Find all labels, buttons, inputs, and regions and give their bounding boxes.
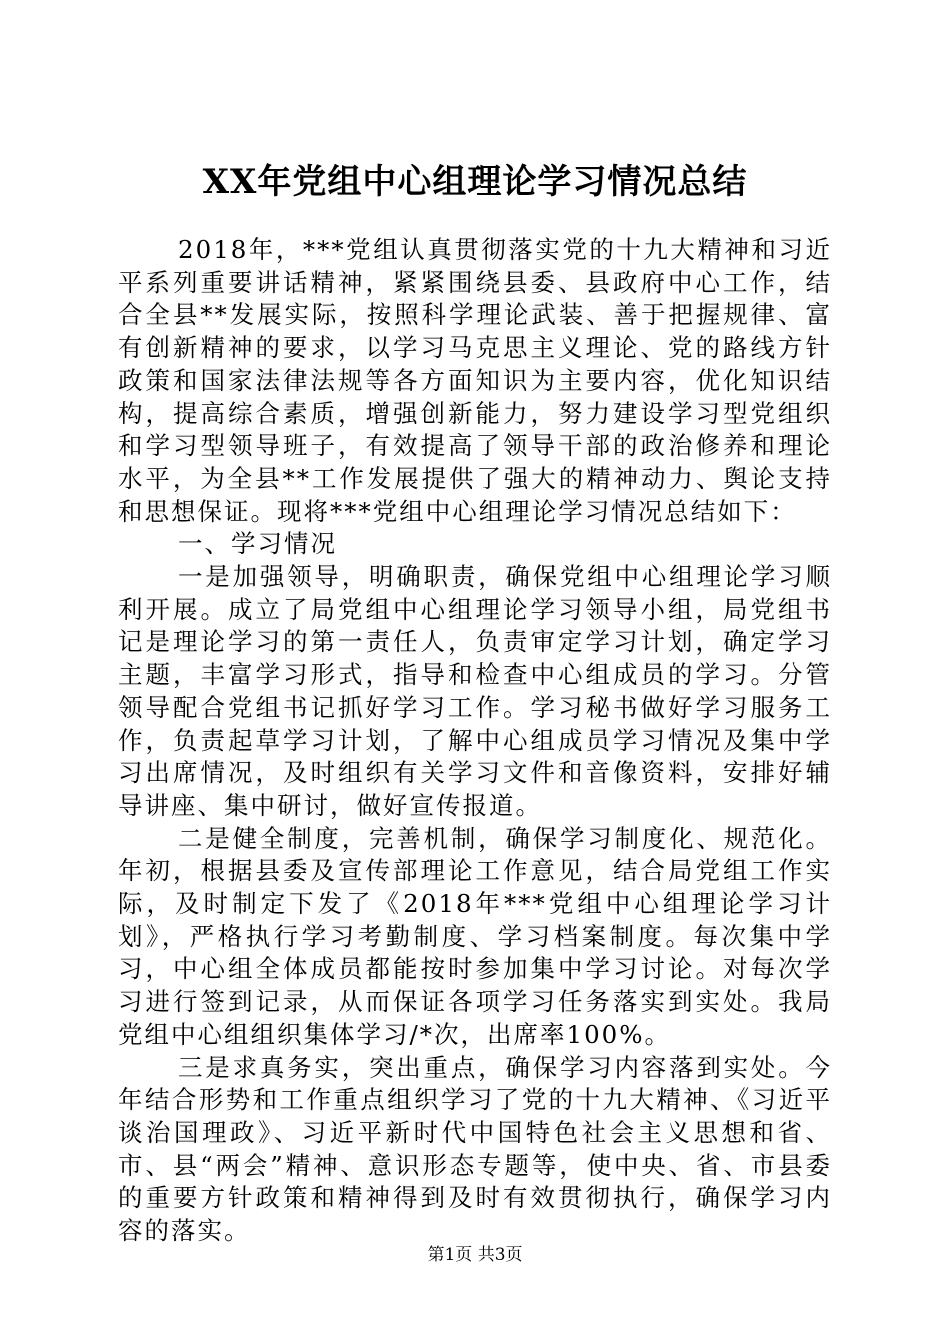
paragraph-leadership: 一是加强领导，明确职责，确保党组中心组理论学习顺利开展。成立了局党组中心组理论学习领导小组，局党组书记是理论学习的第一责任人，负责审定学习计划，确定学习主题，丰富学习形式，指导和检查中心组成员的学习。分管领导配合党组书记抓好学习工作。学习秘书做好学习服务工作，负责起草学习计划，了解中心组成员学习情况及集中学习出席情况，及时组织有关学习文件和音像资料，安排好辅导讲座、集中研讨，做好宣传报道。: [118, 562, 832, 820]
section-heading-study-situation: 一、学习情况: [178, 529, 338, 559]
intro-paragraph: 2018年，***党组认真贯彻落实党的十九大精神和习近平系列重要讲话精神，紧紧围绕县委、县政府中心工作，结合全县**发展实际，按照科学理论武装、善于把握规律、富有创新精神的要求，以学习马克思主义理论、党的路线方针政策和国家法律法规等各方面知识为主要内容，优化知识结构，提高综合素质，增强创新能力，努力建设学习型党组织和学习型领导班子，有效提高了领导干部的政治修养和理论水平，为全县**工作发展提供了强大的精神动力、舆论支持和思想保证。现将***党组中心组理论学习情况总结如下：: [118, 235, 832, 526]
paragraph-system: 二是健全制度，完善机制，确保学习制度化、规范化。年初，根据县委及宣传部理论工作意见，结合局党组工作实际，及时制定下发了《2018年***党组中心组理论学习计划》，严格执行学习考勤制度、学习档案制度。每次集中学习，中心组全体成员都能按时参加集中学习讨论。对每次学习进行签到记录，从而保证各项学习任务落实到实处。我局党组中心组组织集体学习/*次，出席率100%。: [118, 823, 832, 1049]
document-title: XX年党组中心组理论学习情况总结: [202, 162, 748, 202]
document-body: [118, 234, 832, 1248]
paragraph-focus: 三是求真务实，突出重点，确保学习内容落到实处。今年结合形势和工作重点组织学习了党的十九大精神、《习近平谈治国理政》、习近平新时代中国特色社会主义思想和省、市、县“两会”精神、意识形态专题等，使中央、省、市县委的重要方针政策和精神得到及时有效贯彻执行，确保学习内容的落实。: [118, 1052, 832, 1246]
page-footer: 第1页 共3页: [427, 1245, 523, 1265]
